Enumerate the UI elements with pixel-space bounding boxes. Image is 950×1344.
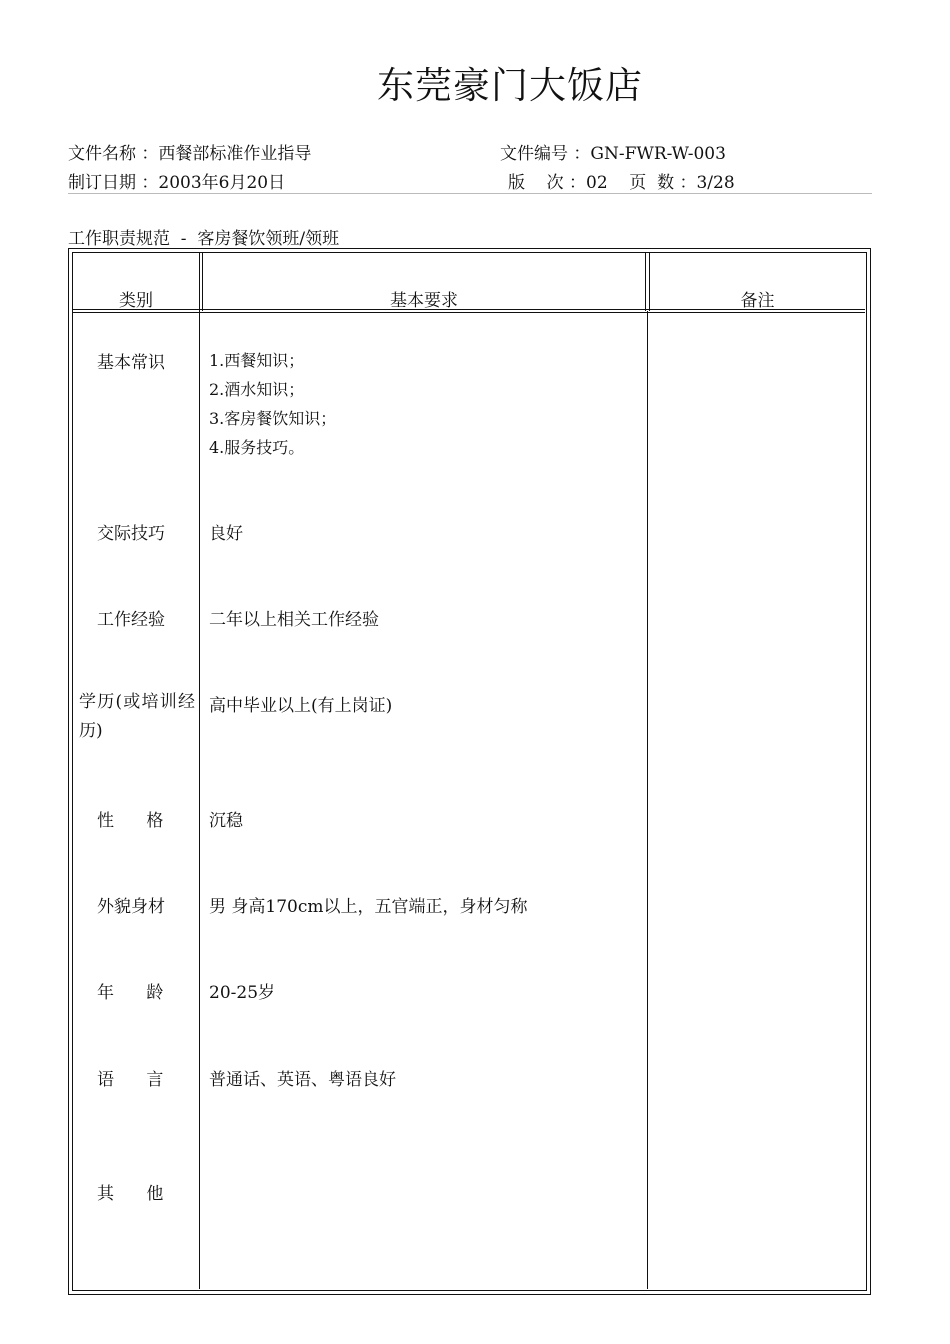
header-separator <box>645 253 646 311</box>
list-item: 4.服务技巧。 <box>209 438 305 457</box>
column-line <box>647 311 648 1289</box>
category-other: 其 他 <box>97 1184 164 1204</box>
table-inner-border <box>72 252 867 1291</box>
list-item: 2.酒水知识； <box>209 380 305 399</box>
file-number: 文件编号 ：GN-FWR-W-003 <box>500 144 726 164</box>
requirement-social-skills: 良好 <box>209 524 243 544</box>
requirement-personality: 沉稳 <box>209 811 243 831</box>
header-bottom-line <box>73 312 865 313</box>
category-personality: 性 格 <box>97 811 164 831</box>
requirement-education: 高中毕业以上(有上岗证) <box>209 696 393 716</box>
requirement-appearance: 男 身高170cm以上，五官端正，身材匀称 <box>209 897 528 917</box>
category-work-experience: 工作经验 <box>97 610 165 630</box>
file-name: 文件名称 ：西餐部标准作业指导 <box>68 144 312 164</box>
category-education: 学历(或培训经历) <box>79 692 195 741</box>
requirement-list <box>209 346 336 462</box>
requirement-work-experience: 二年以上相关工作经验 <box>209 610 379 630</box>
column-line <box>199 311 200 1289</box>
category-age: 年 龄 <box>97 983 164 1003</box>
header-requirement: 基本要求 <box>390 291 458 311</box>
header-divider <box>68 193 872 194</box>
header-separator <box>199 253 200 311</box>
category-social-skills: 交际技巧 <box>97 524 165 544</box>
document-title: 东莞豪门大饭店 <box>377 64 643 107</box>
edition-page: 版 次 ：02 页 数 ：3/28 <box>508 173 735 193</box>
section-title: 工作职责规范 - 客房餐饮领班/领班 <box>68 229 340 249</box>
revision-date: 制订日期 ：2003年6月20日 <box>68 173 286 193</box>
list-item: 1.西餐知识； <box>209 351 305 370</box>
category-basic-knowledge: 基本常识 <box>97 353 165 373</box>
category-language: 语 言 <box>97 1070 164 1090</box>
header-category: 类别 <box>119 291 153 311</box>
category-appearance: 外貌身材 <box>97 897 165 917</box>
header-remark: 备注 <box>740 291 775 311</box>
list-item: 3.客房餐饮知识； <box>209 409 337 428</box>
requirement-language: 普通话、英语、粤语良好 <box>209 1070 396 1090</box>
requirement-age: 20-25岁 <box>209 983 276 1003</box>
